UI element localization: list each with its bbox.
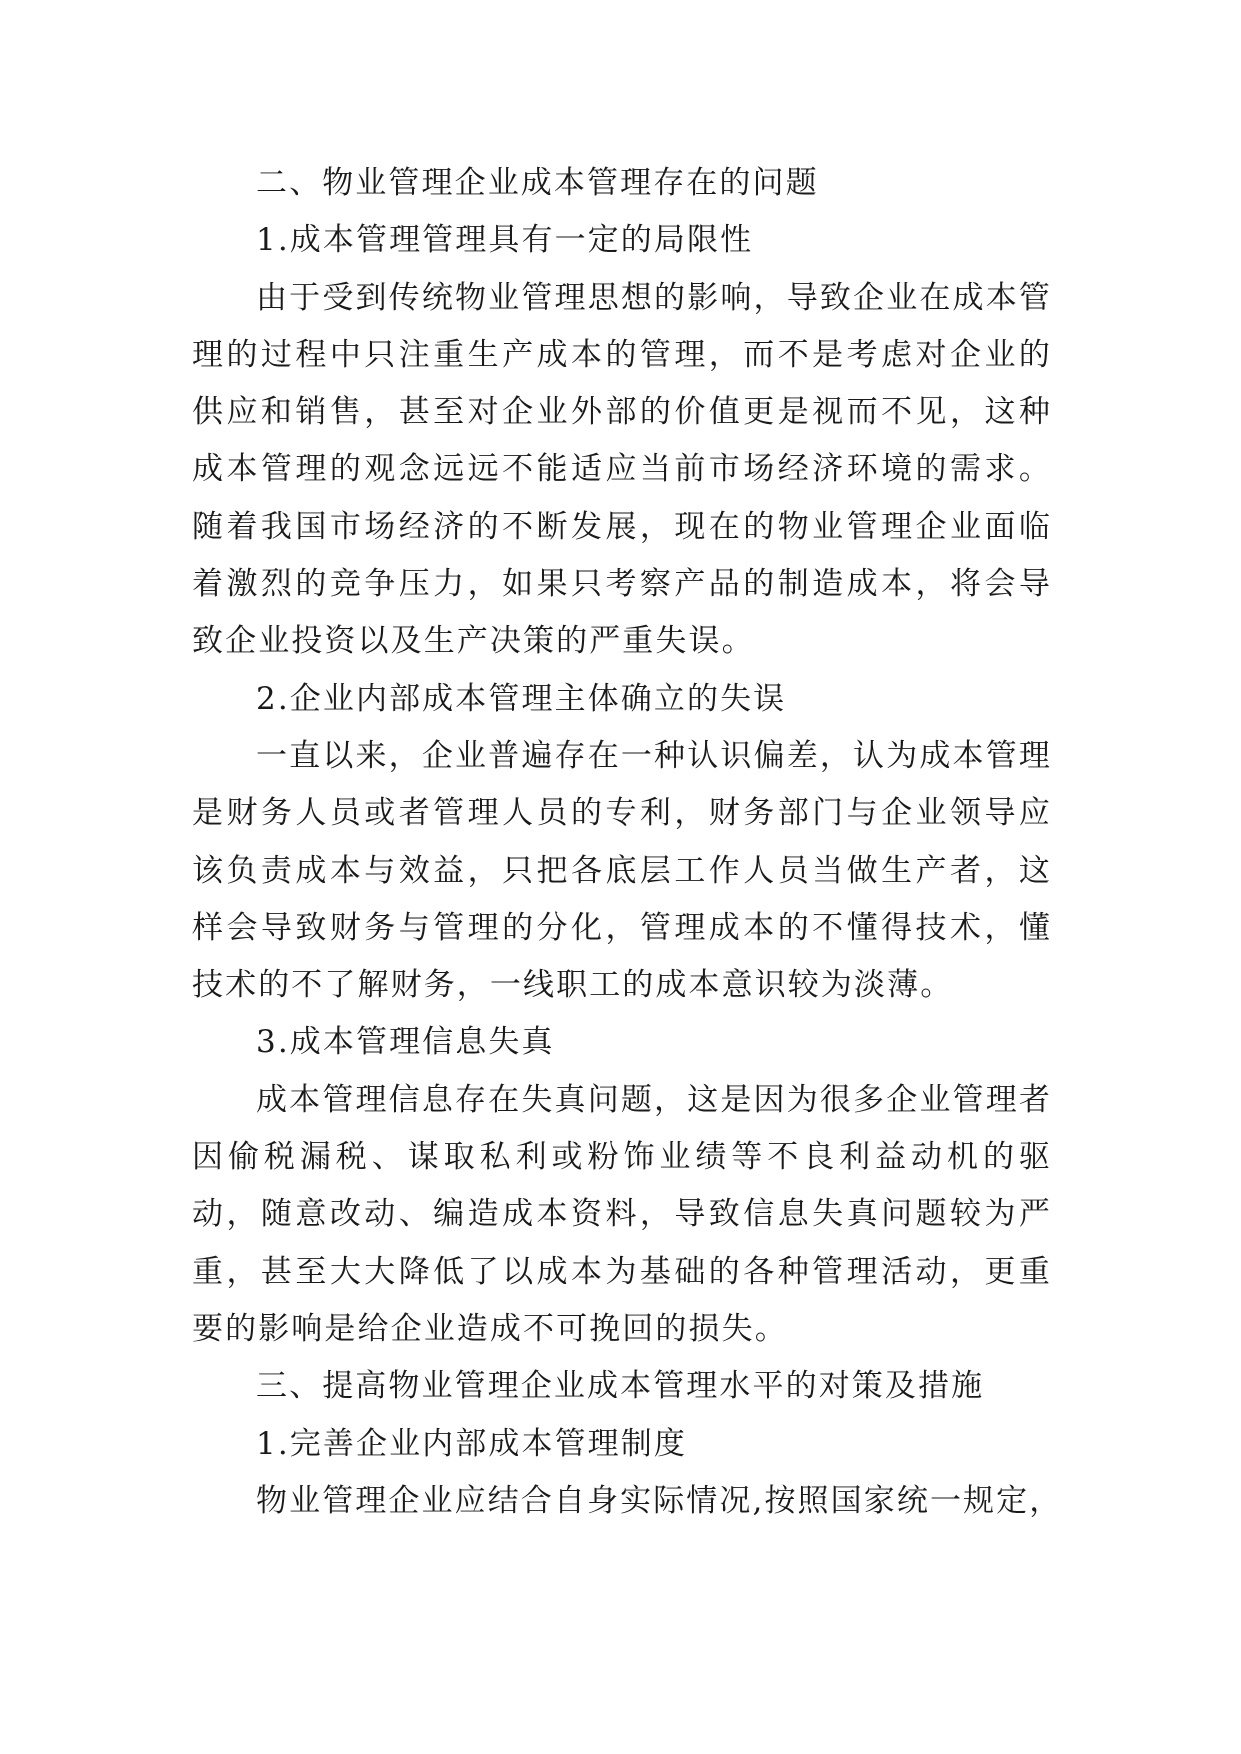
subsection-heading-3-1: 1.完善企业内部成本管理制度 (256, 1425, 687, 1462)
paragraph-3-1: 物业管理企业应结合自身实际情况,按照国家统一规定， (256, 1482, 1063, 1519)
paragraph-2-2: 一直以来，企业普遍存在一种认识偏差，认为成本管理是财务人员或者管理人员的专利，财务部门与企业领导应该负责成本与效益，只把各底层工作人员当做生产者，这样会导致财务与管理的分化，管理成本的不懂得技术，懂技术的不了解财务，一线职工的成本意识较为淡薄。 (192, 737, 1052, 1004)
document-body (192, 155, 1063, 1530)
subsection-heading-2-2: 2.企业内部成本管理主体确立的失误 (256, 680, 787, 717)
section-heading-2: 二、物业管理企业成本管理存在的问题 (256, 165, 819, 201)
section-heading-3: 三、提高物业管理企业成本管理水平的对策及措施 (256, 1368, 985, 1405)
subsection-heading-2-3: 3.成本管理信息失真 (256, 1024, 555, 1061)
paragraph-2-1: 由于受到传统物业管理思想的影响，导致企业在成本管理的过程中只注重生产成本的管理，而不是考虑对企业的供应和销售，甚至对企业外部的价值更是视而不见，这种成本管理的观念远远不能适应当前市场经济环境的需求。随着我国市场经济的不断发展，现在的物业管理企业面临着激烈的竞争压力，如果只考察产品的制造成本，将会导致企业投资以及生产决策的严重失误。 (192, 279, 1052, 660)
paragraph-2-3: 成本管理信息存在失真问题，这是因为很多企业管理者因偷税漏税、谋取私利或粉饰业绩等不良利益动机的驱动，随意改动、编造成本资料，导致信息失真问题较为严重，甚至大大降低了以成本为基础的各种管理活动，更重要的影响是给企业造成不可挽回的损失。 (192, 1081, 1052, 1347)
subsection-heading-2-1: 1.成本管理管理具有一定的局限性 (256, 222, 754, 259)
